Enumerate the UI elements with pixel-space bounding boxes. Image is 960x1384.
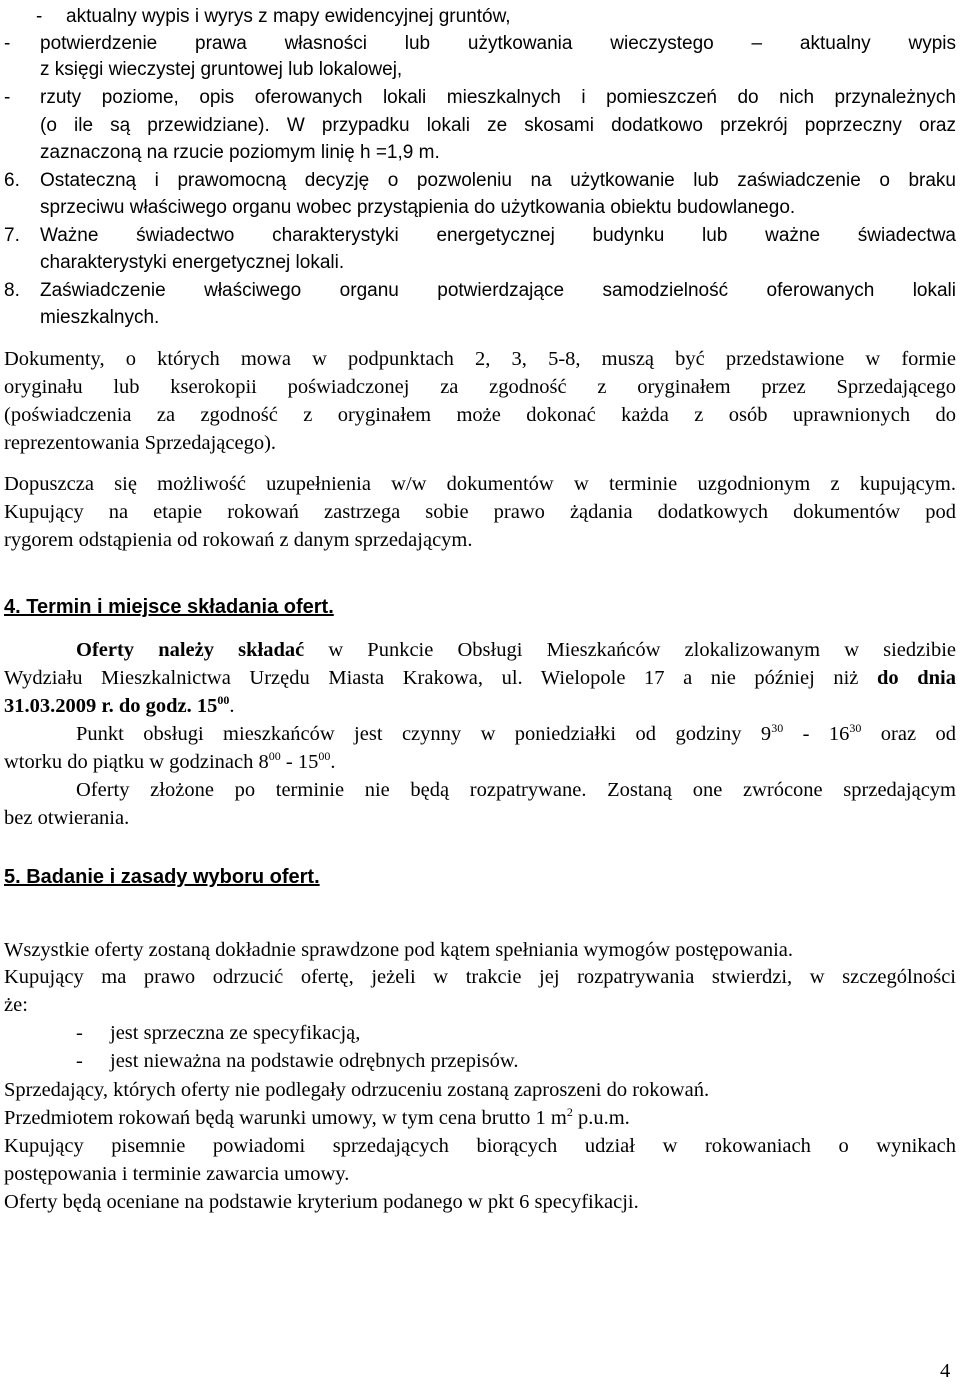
list-bullet: - bbox=[36, 6, 43, 27]
paragraph-line: że: bbox=[4, 994, 28, 1016]
list-bullet: - bbox=[4, 87, 11, 108]
superscript: 00 bbox=[268, 749, 281, 763]
deadline-date: 31.03.2009 r. do godz. 15 bbox=[4, 695, 218, 717]
text-run: wtorku do piątku w godzinach 8 bbox=[4, 751, 269, 773]
item-number: 8. bbox=[4, 280, 20, 301]
text-run: - 16 bbox=[783, 723, 850, 745]
list-item: jest nieważna na podstawie odrębnych przepisów. bbox=[110, 1050, 519, 1072]
paragraph-line: Kupujący na etapie rokowań zastrzega sobie prawo żądania dodatkowych dokumentów pod bbox=[4, 501, 956, 523]
paragraph-line bbox=[4, 749, 335, 775]
paragraph-line: oryginału lub kserokopii poświadczonej za zgodność z oryginałem przez Sprzedającego bbox=[4, 376, 956, 398]
superscript: 00 bbox=[217, 693, 230, 707]
text-run: Punkt obsługi mieszkańców jest czynny w poniedziałki od godziny 9 bbox=[76, 723, 772, 745]
paragraph-line: Oferty będą oceniane na podstawie kryterium podanego w pkt 6 specyfikacji. bbox=[4, 1191, 639, 1213]
superscript: 30 bbox=[771, 721, 784, 735]
list-item-continuation: z księgi wieczystej gruntowej lub lokalowej, bbox=[40, 59, 403, 80]
numbered-item: Ostateczną i prawomocną decyzję o pozwoleniu na użytkowanie lub zaświadczenie o braku bbox=[40, 170, 956, 191]
list-item: jest sprzeczna ze specyfikacją, bbox=[110, 1022, 361, 1044]
item-number: 7. bbox=[4, 225, 20, 246]
text-run: . bbox=[330, 751, 336, 773]
list-bullet: - bbox=[76, 1050, 83, 1072]
numbered-item: Zaświadczenie właściwego organu potwierdzające samodzielność oferowanych lokali bbox=[40, 280, 956, 301]
list-item: potwierdzenie prawa własności lub użytkowania wieczystego – aktualny wypis bbox=[40, 33, 956, 54]
text-run: - 15 bbox=[280, 751, 319, 773]
paragraph-line bbox=[4, 1105, 630, 1131]
paragraph-line: (poświadczenia za zgodność z oryginałem może dokonać każda z osób uprawnionych do bbox=[4, 404, 956, 426]
paragraph-line bbox=[76, 637, 956, 663]
bold-phrase: Oferty należy składać bbox=[76, 639, 305, 661]
text-run: Przedmiotem rokowań będą warunki umowy, w tym cena brutto 1 m bbox=[4, 1107, 567, 1129]
text-run: oraz od bbox=[861, 723, 956, 745]
paragraph-line: bez otwierania. bbox=[4, 807, 130, 829]
paragraph-line: postępowania i terminie zawarcia umowy. bbox=[4, 1163, 350, 1185]
paragraph-line bbox=[4, 665, 956, 691]
superscript: 2 bbox=[566, 1105, 573, 1119]
paragraph-line: rygorem odstąpienia od rokowań z danym sprzedającym. bbox=[4, 529, 473, 551]
text-run: . bbox=[229, 695, 235, 717]
list-item: aktualny wypis i wyrys z mapy ewidencyjnej gruntów, bbox=[66, 6, 511, 27]
list-item: rzuty poziome, opis oferowanych lokali mieszkalnych i pomieszczeń do nich przynależnych bbox=[40, 87, 956, 108]
section-heading: 4. Termin i miejsce składania ofert. bbox=[4, 596, 334, 618]
text-run: Wydziału Mieszkalnictwa Urzędu Miasta Krakowa, ul. Wielopole 17 a nie później niż bbox=[4, 667, 877, 689]
paragraph-line: Wszystkie oferty zostaną dokładnie sprawdzone pod kątem spełniania wymogów postępowania. bbox=[4, 939, 794, 961]
text-run: p.u.m. bbox=[572, 1107, 630, 1129]
list-item-continuation: zaznaczoną na rzucie poziomym linię h =1,9 m. bbox=[40, 142, 440, 163]
paragraph-line bbox=[76, 721, 956, 747]
paragraph-line: Dopuszcza się możliwość uzupełnienia w/w dokumentów w terminie uzgodnionym z kupującym. bbox=[4, 473, 956, 495]
superscript: 30 bbox=[849, 721, 862, 735]
numbered-item-continuation: sprzeciwu właściwego organu wobec przystąpienia do użytkowania obiektu budowlanego. bbox=[40, 197, 796, 218]
text-run: w Punkcie Obsługi Mieszkańców zlokalizowanym w siedzibie bbox=[304, 639, 956, 661]
paragraph-line: Dokumenty, o których mowa w podpunktach 2, 3, 5-8, muszą być przedstawione w formie bbox=[4, 348, 956, 370]
list-bullet: - bbox=[76, 1022, 83, 1044]
paragraph-line: reprezentowania Sprzedającego). bbox=[4, 432, 277, 454]
numbered-item-continuation: mieszkalnych. bbox=[40, 307, 160, 328]
bold-phrase: do dnia bbox=[877, 667, 956, 689]
list-bullet: - bbox=[4, 33, 11, 54]
paragraph-line: Kupujący ma prawo odrzucić ofertę, jeżeli w trakcie jej rozpatrywania stwierdzi, w szczególności bbox=[4, 966, 956, 988]
section-heading: 5. Badanie i zasady wyboru ofert. bbox=[4, 866, 320, 888]
list-item-continuation: (o ile są przewidziane). W przypadku lokali ze skosami dodatkowo przekrój poprzeczny oraz bbox=[40, 115, 956, 136]
paragraph-line: Sprzedający, których oferty nie podlegały odrzuceniu zostaną zaproszeni do rokowań. bbox=[4, 1079, 710, 1101]
numbered-item: Ważne świadectwo charakterystyki energetycznej budynku lub ważne świadectwa bbox=[40, 225, 956, 246]
paragraph-line bbox=[4, 693, 235, 719]
paragraph-line: Oferty złożone po terminie nie będą rozpatrywane. Zostaną one zwrócone sprzedającym bbox=[76, 779, 956, 801]
paragraph-line: Kupujący pisemnie powiadomi sprzedających biorących udział w rokowaniach o wynikach bbox=[4, 1135, 956, 1157]
numbered-item-continuation: charakterystyki energetycznej lokali. bbox=[40, 252, 345, 273]
superscript: 00 bbox=[318, 749, 331, 763]
page-number: 4 bbox=[940, 1360, 951, 1382]
item-number: 6. bbox=[4, 170, 20, 191]
